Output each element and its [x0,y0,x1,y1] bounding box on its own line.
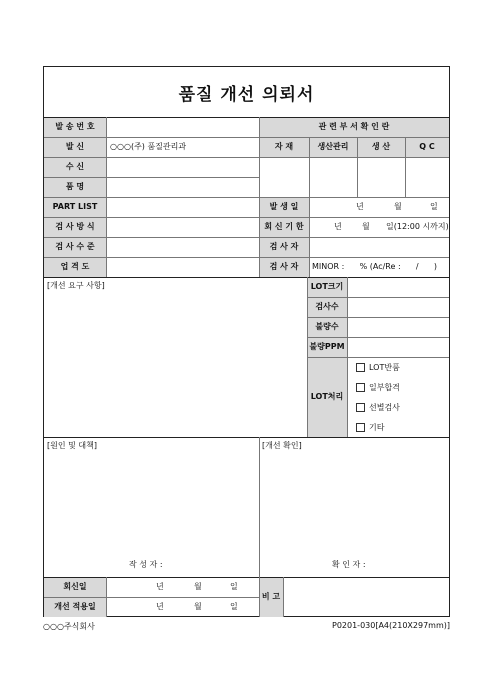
reply-year: 년 [156,582,164,591]
insp-level-label: 검 사 수 준 [55,242,95,251]
sender-value[interactable]: ○○○(주) 품질관리과 [110,142,187,151]
deadline-month: 월 [362,222,370,231]
occur-year: 년 [356,202,364,211]
business-label: 업 격 도 [60,262,90,271]
defect-ppm-label: 불량PPM [309,342,345,351]
part-list-label: PART LIST [52,202,98,211]
dept-qc: Q C [419,142,435,151]
form-title: 품질 개선 의뢰서 [178,84,315,105]
reply-date-label: 회신일 [63,582,87,591]
dept-production-control: 생산관리 [317,142,349,151]
related-confirm-label: 관 련 부 서 확 인 란 [318,122,390,131]
lot-handling-label: LOT처리 [310,392,344,401]
receiver-label: 수 신 [65,162,85,171]
option-partial-pass[interactable]: 일부합격 [356,382,400,392]
occur-date-label: 발 생 일 [269,202,299,211]
improvement-confirm-label: [개선 확인] [262,441,302,450]
company-name: ○○○주식회사 [43,622,95,631]
dept-production: 생 산 [371,142,391,151]
item-label: 품 명 [65,182,85,191]
option-sorting-inspection[interactable]: 선별검사 [356,402,400,412]
quality-improvement-form [43,66,450,617]
option-other[interactable]: 기타 [356,422,384,432]
checkbox-icon[interactable] [356,403,365,412]
deadline-day: 일(12:00 시까지) [386,222,449,231]
apply-day: 일 [230,602,238,611]
balsong-no-label: 발 송 번 호 [55,122,95,131]
defect-count-label: 불량수 [315,322,339,331]
deadline-year: 년 [334,222,342,231]
minor-value[interactable]: MINOR : % (Ac/Re : / ) [312,262,437,271]
checkbox-icon[interactable] [356,363,365,372]
writer-label: 작 성 자 : [129,560,163,569]
sender-label: 발 신 [65,142,85,151]
option-lot-return[interactable]: LOT반품 [356,362,400,372]
dept-materials: 자 재 [274,142,294,151]
lot-size-label: LOT크기 [310,282,344,291]
inspector-label-1: 검 사 자 [269,242,299,251]
apply-date-label: 개선 적용일 [54,602,96,611]
inspector-label-2: 검 사 자 [269,262,299,271]
occur-day: 일 [430,202,438,211]
apply-month: 월 [194,602,202,611]
remarks-label: 비 고 [261,592,281,601]
confirmer-label: 확 인 자 : [332,560,366,569]
checkbox-icon[interactable] [356,423,365,432]
reply-deadline-label: 회 신 기 한 [264,222,304,231]
document-number: P0201-030[A4(210X297mm)] [332,621,450,630]
improvement-request-label: [개선 요구 사항] [47,281,105,290]
apply-year: 년 [156,602,164,611]
checkbox-icon[interactable] [356,383,365,392]
insp-count-label: 검사수 [315,302,339,311]
insp-method-label: 검 사 방 식 [55,222,95,231]
cause-measure-label: [원인 및 대책] [47,441,97,450]
reply-day: 일 [230,582,238,591]
occur-month: 월 [394,202,402,211]
reply-month: 월 [194,582,202,591]
